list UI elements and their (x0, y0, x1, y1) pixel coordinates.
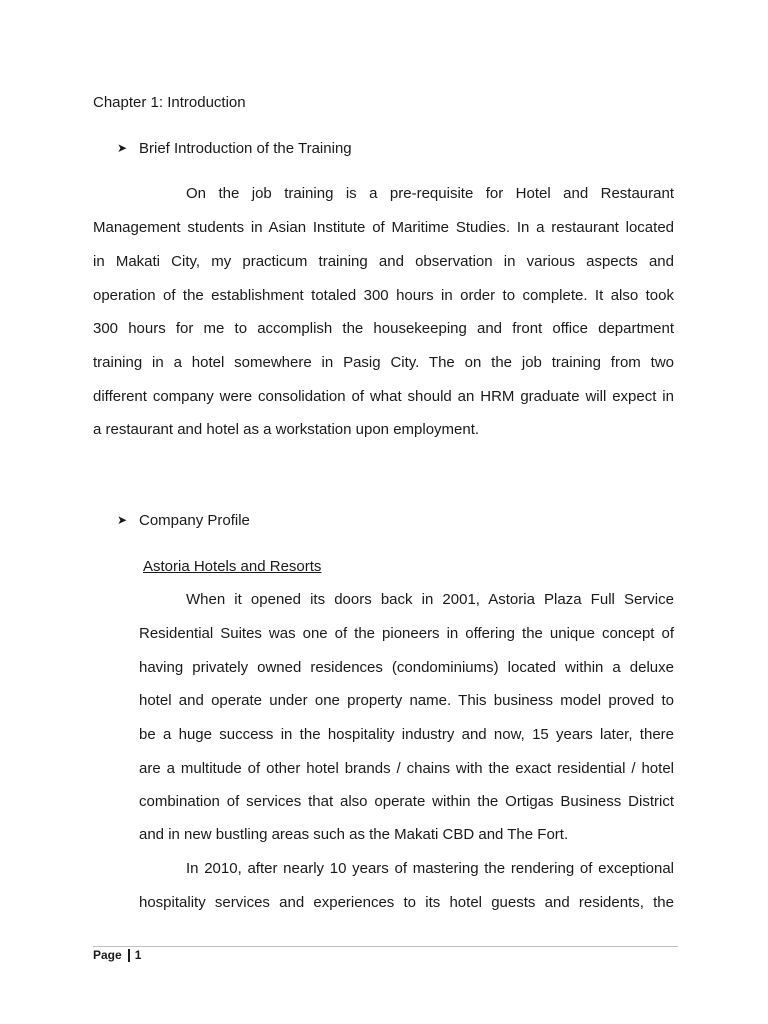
section-heading-brief-introduction (117, 140, 352, 158)
footer-divider (93, 946, 678, 947)
section-heading-label: Company Profile (139, 512, 250, 529)
page-number: 1 (134, 948, 142, 962)
arrowhead-bullet-icon: ➤ (117, 513, 128, 527)
paragraph-line: In 2010, after nearly 10 years of mastering the rendering of exceptional (186, 860, 674, 877)
paragraph-line: Management students in Asian Institute of Maritime Studies. In a restaurant located (93, 219, 674, 236)
paragraph-line: be a huge success in the hospitality industry and now, 15 years later, there (139, 726, 674, 743)
paragraph-line: When it opened its doors back in 2001, Astoria Plaza Full Service (186, 591, 674, 608)
paragraph-line: Residential Suites was one of the pioneers in offering the unique concept of (139, 625, 674, 642)
chapter-title: Chapter 1: Introduction (93, 94, 246, 111)
paragraph-line: combination of services that also operate within the Ortigas Business District (139, 793, 674, 810)
paragraph-line: training in a hotel somewhere in Pasig City. The on the job training from two (93, 354, 674, 371)
footer-separator (128, 949, 130, 962)
paragraph-line: are a multitude of other hotel brands / chains with the exact residential / hotel (139, 760, 674, 777)
paragraph-line: hotel and operate under one property name. This business model proved to (139, 692, 674, 709)
company-name: Astoria Hotels and Resorts (143, 558, 322, 575)
paragraph-line: operation of the establishment totaled 300 hours in order to complete. It also took (93, 287, 674, 304)
arrowhead-bullet-icon: ➤ (117, 141, 128, 155)
section-heading-company-profile (117, 512, 250, 530)
paragraph-line: hospitality services and experiences to its hotel guests and residents, the (139, 894, 674, 911)
paragraph-line: different company were consolidation of what should an HRM graduate will expect in (93, 388, 674, 405)
paragraph-line: a restaurant and hotel as a workstation upon employment. (93, 421, 480, 438)
paragraph-line: and in new bustling areas such as the Makati CBD and The Fort. (139, 826, 569, 843)
paragraph-line: On the job training is a pre-requisite for Hotel and Restaurant (186, 185, 674, 202)
section-heading-label: Brief Introduction of the Training (139, 140, 352, 157)
page-footer (93, 947, 141, 963)
paragraph-line: 300 hours for me to accomplish the housekeeping and front office department (93, 320, 674, 337)
page-label: Page (93, 948, 122, 962)
paragraph-line: in Makati City, my practicum training and observation in various aspects and (93, 253, 674, 270)
paragraph-line: having privately owned residences (condominiums) located within a deluxe (139, 659, 674, 676)
